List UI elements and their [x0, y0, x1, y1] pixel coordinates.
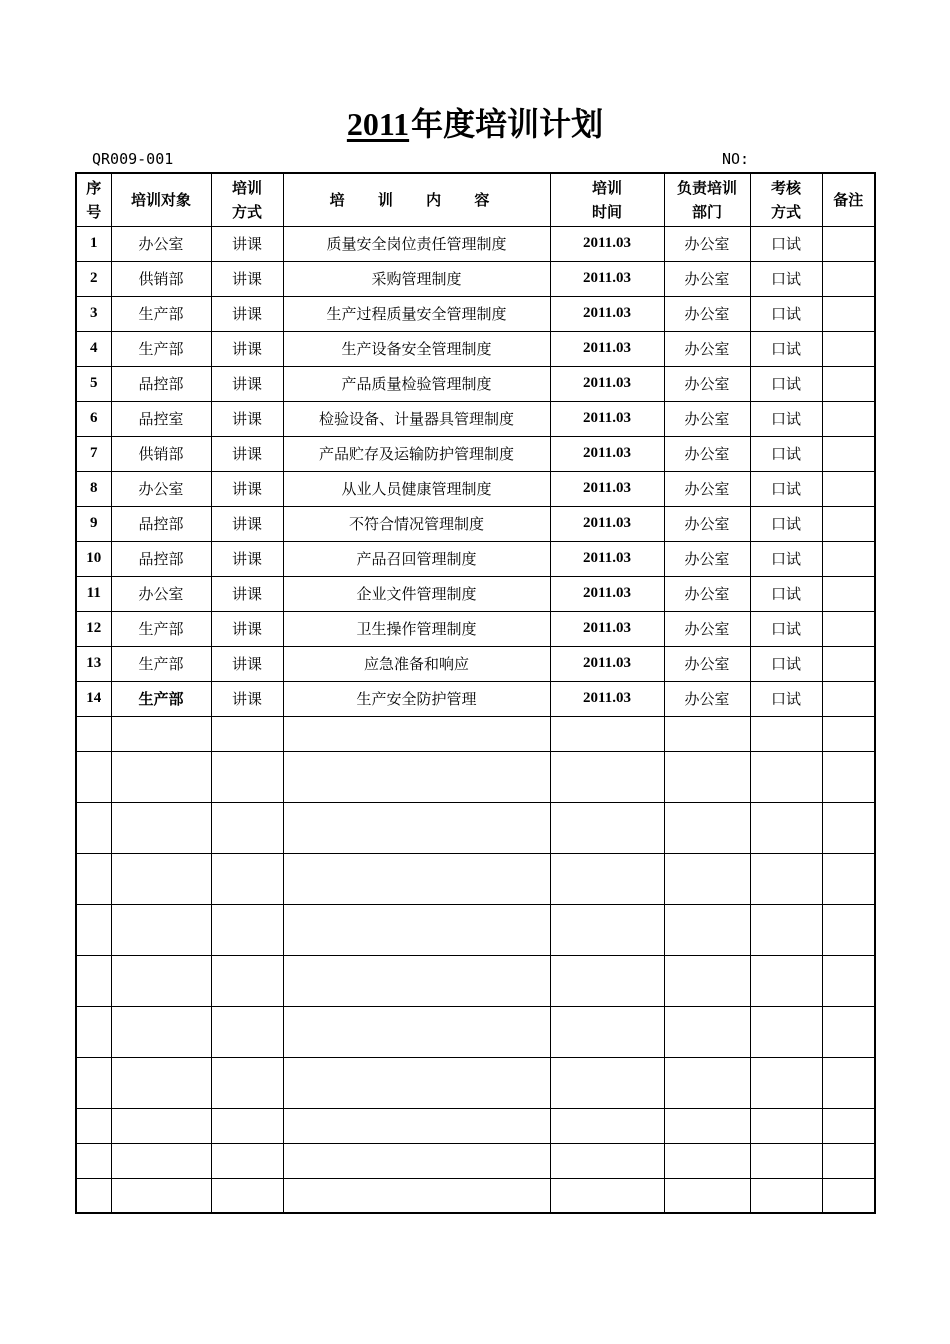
- empty-cell: [550, 751, 664, 802]
- form-no-label: NO:: [722, 150, 750, 168]
- cell-method: 讲课: [211, 681, 283, 716]
- cell-content: 生产过程质量安全管理制度: [283, 296, 550, 331]
- cell-content: 质量安全岗位责任管理制度: [283, 226, 550, 261]
- cell-time: 2011.03: [550, 261, 664, 296]
- empty-cell: [750, 802, 822, 853]
- empty-cell: [750, 904, 822, 955]
- cell-method: 讲课: [211, 331, 283, 366]
- cell-dept: 办公室: [664, 611, 750, 646]
- cell-dept: 办公室: [664, 576, 750, 611]
- cell-exam: 口试: [750, 541, 822, 576]
- empty-cell: [283, 1006, 550, 1057]
- empty-cell: [664, 716, 750, 751]
- cell-seq: 12: [76, 611, 111, 646]
- cell-dept: 办公室: [664, 226, 750, 261]
- empty-cell: [211, 955, 283, 1006]
- empty-cell: [822, 904, 875, 955]
- cell-time: 2011.03: [550, 611, 664, 646]
- table-row: [76, 646, 875, 681]
- cell-exam: 口试: [750, 471, 822, 506]
- cell-dept: 办公室: [664, 261, 750, 296]
- empty-cell: [111, 1143, 211, 1178]
- cell-content: 产品召回管理制度: [283, 541, 550, 576]
- cell-content: 生产安全防护管理: [283, 681, 550, 716]
- cell-exam: 口试: [750, 611, 822, 646]
- empty-cell: [750, 716, 822, 751]
- empty-cell: [211, 1178, 283, 1213]
- empty-row: [76, 904, 875, 955]
- empty-row: [76, 751, 875, 802]
- empty-cell: [664, 1143, 750, 1178]
- cell-content: 不符合情况管理制度: [283, 506, 550, 541]
- cell-method: 讲课: [211, 471, 283, 506]
- cell-seq: 6: [76, 401, 111, 436]
- cell-dept: 办公室: [664, 541, 750, 576]
- cell-target: 生产部: [111, 611, 211, 646]
- header-time: 培训 时间: [550, 173, 664, 226]
- table-row: [76, 576, 875, 611]
- empty-cell: [111, 1108, 211, 1143]
- empty-cell: [550, 802, 664, 853]
- cell-content: 卫生操作管理制度: [283, 611, 550, 646]
- training-plan-table: [75, 172, 876, 1214]
- cell-target: 生产部: [111, 331, 211, 366]
- empty-row: [76, 853, 875, 904]
- table-row: [76, 436, 875, 471]
- cell-target: 办公室: [111, 576, 211, 611]
- empty-cell: [664, 853, 750, 904]
- empty-cell: [550, 716, 664, 751]
- cell-target: 品控部: [111, 366, 211, 401]
- cell-remark: [822, 436, 875, 471]
- cell-time: 2011.03: [550, 646, 664, 681]
- cell-exam: 口试: [750, 401, 822, 436]
- cell-exam: 口试: [750, 576, 822, 611]
- table-row: [76, 681, 875, 716]
- cell-seq: 13: [76, 646, 111, 681]
- cell-dept: 办公室: [664, 471, 750, 506]
- empty-cell: [283, 716, 550, 751]
- cell-dept: 办公室: [664, 331, 750, 366]
- cell-time: 2011.03: [550, 471, 664, 506]
- cell-remark: [822, 226, 875, 261]
- empty-cell: [822, 853, 875, 904]
- empty-cell: [550, 1006, 664, 1057]
- empty-cell: [664, 802, 750, 853]
- empty-cell: [750, 1006, 822, 1057]
- empty-cell: [111, 955, 211, 1006]
- cell-remark: [822, 681, 875, 716]
- header-dept: 负责培训 部门: [664, 173, 750, 226]
- empty-cell: [750, 1178, 822, 1213]
- empty-cell: [76, 1006, 111, 1057]
- empty-cell: [664, 904, 750, 955]
- empty-cell: [211, 904, 283, 955]
- empty-cell: [283, 1108, 550, 1143]
- cell-exam: 口试: [750, 296, 822, 331]
- cell-time: 2011.03: [550, 436, 664, 471]
- empty-cell: [76, 1108, 111, 1143]
- cell-dept: 办公室: [664, 401, 750, 436]
- cell-target: 生产部: [111, 296, 211, 331]
- empty-cell: [550, 1057, 664, 1108]
- cell-target: 供销部: [111, 436, 211, 471]
- cell-target: 生产部: [111, 681, 211, 716]
- table-row: [76, 541, 875, 576]
- cell-dept: 办公室: [664, 506, 750, 541]
- empty-cell: [550, 955, 664, 1006]
- table-header-row: [76, 173, 875, 226]
- empty-cell: [283, 853, 550, 904]
- empty-cell: [211, 853, 283, 904]
- empty-cell: [111, 1006, 211, 1057]
- empty-cell: [822, 1006, 875, 1057]
- empty-cell: [111, 716, 211, 751]
- empty-cell: [283, 751, 550, 802]
- table-row: [76, 611, 875, 646]
- empty-cell: [76, 955, 111, 1006]
- empty-cell: [111, 1057, 211, 1108]
- empty-cell: [76, 802, 111, 853]
- table-row: [76, 506, 875, 541]
- form-code: QR009-001: [92, 150, 174, 168]
- cell-remark: [822, 366, 875, 401]
- empty-cell: [750, 1057, 822, 1108]
- cell-remark: [822, 646, 875, 681]
- empty-cell: [211, 716, 283, 751]
- empty-cell: [550, 853, 664, 904]
- table-row: [76, 331, 875, 366]
- cell-content: 从业人员健康管理制度: [283, 471, 550, 506]
- cell-exam: 口试: [750, 646, 822, 681]
- empty-cell: [283, 802, 550, 853]
- empty-cell: [750, 1143, 822, 1178]
- empty-cell: [76, 904, 111, 955]
- empty-cell: [822, 1178, 875, 1213]
- cell-target: 办公室: [111, 471, 211, 506]
- empty-cell: [211, 1143, 283, 1178]
- cell-seq: 2: [76, 261, 111, 296]
- cell-exam: 口试: [750, 681, 822, 716]
- empty-row: [76, 1057, 875, 1108]
- cell-time: 2011.03: [550, 506, 664, 541]
- header-seq: 序 号: [76, 173, 111, 226]
- empty-cell: [664, 1108, 750, 1143]
- empty-cell: [822, 802, 875, 853]
- cell-content: 产品质量检验管理制度: [283, 366, 550, 401]
- cell-method: 讲课: [211, 506, 283, 541]
- empty-cell: [76, 1178, 111, 1213]
- cell-dept: 办公室: [664, 436, 750, 471]
- empty-cell: [76, 1057, 111, 1108]
- empty-row: [76, 1178, 875, 1213]
- empty-row: [76, 1143, 875, 1178]
- empty-cell: [76, 1143, 111, 1178]
- table-row: [76, 471, 875, 506]
- title-year: 2011: [346, 106, 410, 142]
- cell-time: 2011.03: [550, 681, 664, 716]
- cell-method: 讲课: [211, 401, 283, 436]
- header-target: 培训对象: [111, 173, 211, 226]
- empty-cell: [664, 1178, 750, 1213]
- cell-method: 讲课: [211, 261, 283, 296]
- empty-cell: [211, 751, 283, 802]
- cell-dept: 办公室: [664, 681, 750, 716]
- cell-method: 讲课: [211, 296, 283, 331]
- table-row: [76, 366, 875, 401]
- title-text: 年度培训计划: [411, 105, 604, 143]
- cell-target: 品控部: [111, 506, 211, 541]
- cell-content: 应急准备和响应: [283, 646, 550, 681]
- empty-cell: [822, 1143, 875, 1178]
- empty-cell: [111, 1178, 211, 1213]
- cell-content: 产品贮存及运输防护管理制度: [283, 436, 550, 471]
- cell-content: 生产设备安全管理制度: [283, 331, 550, 366]
- empty-cell: [822, 1108, 875, 1143]
- cell-exam: 口试: [750, 261, 822, 296]
- empty-cell: [211, 1006, 283, 1057]
- cell-method: 讲课: [211, 366, 283, 401]
- page-title: [0, 102, 950, 146]
- cell-content: 采购管理制度: [283, 261, 550, 296]
- cell-time: 2011.03: [550, 576, 664, 611]
- empty-row: [76, 955, 875, 1006]
- header-exam: 考核 方式: [750, 173, 822, 226]
- empty-cell: [664, 1057, 750, 1108]
- empty-cell: [283, 1057, 550, 1108]
- empty-cell: [211, 1057, 283, 1108]
- cell-time: 2011.03: [550, 331, 664, 366]
- empty-cell: [283, 1178, 550, 1213]
- empty-cell: [550, 1108, 664, 1143]
- cell-seq: 10: [76, 541, 111, 576]
- empty-cell: [822, 716, 875, 751]
- cell-exam: 口试: [750, 226, 822, 261]
- cell-remark: [822, 541, 875, 576]
- cell-method: 讲课: [211, 611, 283, 646]
- table-body: [76, 226, 875, 1213]
- header-content: 培 训 内 容: [283, 173, 550, 226]
- empty-cell: [822, 1057, 875, 1108]
- cell-exam: 口试: [750, 366, 822, 401]
- cell-remark: [822, 506, 875, 541]
- cell-time: 2011.03: [550, 296, 664, 331]
- empty-cell: [111, 802, 211, 853]
- cell-seq: 9: [76, 506, 111, 541]
- cell-target: 生产部: [111, 646, 211, 681]
- cell-seq: 5: [76, 366, 111, 401]
- empty-cell: [664, 1006, 750, 1057]
- cell-target: 供销部: [111, 261, 211, 296]
- empty-cell: [822, 751, 875, 802]
- cell-seq: 1: [76, 226, 111, 261]
- cell-seq: 14: [76, 681, 111, 716]
- cell-seq: 3: [76, 296, 111, 331]
- header-remark: 备注: [822, 173, 875, 226]
- empty-cell: [111, 751, 211, 802]
- cell-method: 讲课: [211, 541, 283, 576]
- empty-cell: [750, 1108, 822, 1143]
- cell-remark: [822, 296, 875, 331]
- empty-row: [76, 802, 875, 853]
- empty-cell: [283, 1143, 550, 1178]
- empty-cell: [211, 1108, 283, 1143]
- empty-cell: [111, 904, 211, 955]
- table-row: [76, 261, 875, 296]
- cell-exam: 口试: [750, 436, 822, 471]
- cell-exam: 口试: [750, 506, 822, 541]
- cell-remark: [822, 401, 875, 436]
- cell-content: 检验设备、计量器具管理制度: [283, 401, 550, 436]
- cell-method: 讲课: [211, 436, 283, 471]
- cell-method: 讲课: [211, 646, 283, 681]
- cell-seq: 4: [76, 331, 111, 366]
- empty-cell: [750, 955, 822, 1006]
- empty-cell: [76, 853, 111, 904]
- cell-remark: [822, 471, 875, 506]
- cell-target: 办公室: [111, 226, 211, 261]
- cell-method: 讲课: [211, 226, 283, 261]
- cell-remark: [822, 331, 875, 366]
- cell-dept: 办公室: [664, 646, 750, 681]
- empty-cell: [111, 853, 211, 904]
- empty-cell: [664, 955, 750, 1006]
- cell-remark: [822, 576, 875, 611]
- empty-cell: [550, 1143, 664, 1178]
- empty-cell: [822, 955, 875, 1006]
- cell-time: 2011.03: [550, 366, 664, 401]
- cell-time: 2011.03: [550, 401, 664, 436]
- empty-row: [76, 716, 875, 751]
- cell-seq: 7: [76, 436, 111, 471]
- empty-row: [76, 1006, 875, 1057]
- empty-cell: [550, 1178, 664, 1213]
- cell-method: 讲课: [211, 576, 283, 611]
- cell-target: 品控部: [111, 541, 211, 576]
- cell-target: 品控室: [111, 401, 211, 436]
- cell-time: 2011.03: [550, 541, 664, 576]
- cell-seq: 11: [76, 576, 111, 611]
- cell-dept: 办公室: [664, 366, 750, 401]
- empty-cell: [664, 751, 750, 802]
- empty-cell: [76, 751, 111, 802]
- header-method: 培训 方式: [211, 173, 283, 226]
- empty-cell: [211, 802, 283, 853]
- cell-remark: [822, 611, 875, 646]
- table-row: [76, 401, 875, 436]
- empty-cell: [283, 904, 550, 955]
- cell-exam: 口试: [750, 331, 822, 366]
- cell-seq: 8: [76, 471, 111, 506]
- empty-row: [76, 1108, 875, 1143]
- empty-cell: [750, 751, 822, 802]
- table-row: [76, 296, 875, 331]
- cell-time: 2011.03: [550, 226, 664, 261]
- empty-cell: [76, 716, 111, 751]
- empty-cell: [283, 955, 550, 1006]
- empty-cell: [750, 853, 822, 904]
- cell-remark: [822, 261, 875, 296]
- table-row: [76, 226, 875, 261]
- empty-cell: [550, 904, 664, 955]
- cell-content: 企业文件管理制度: [283, 576, 550, 611]
- cell-dept: 办公室: [664, 296, 750, 331]
